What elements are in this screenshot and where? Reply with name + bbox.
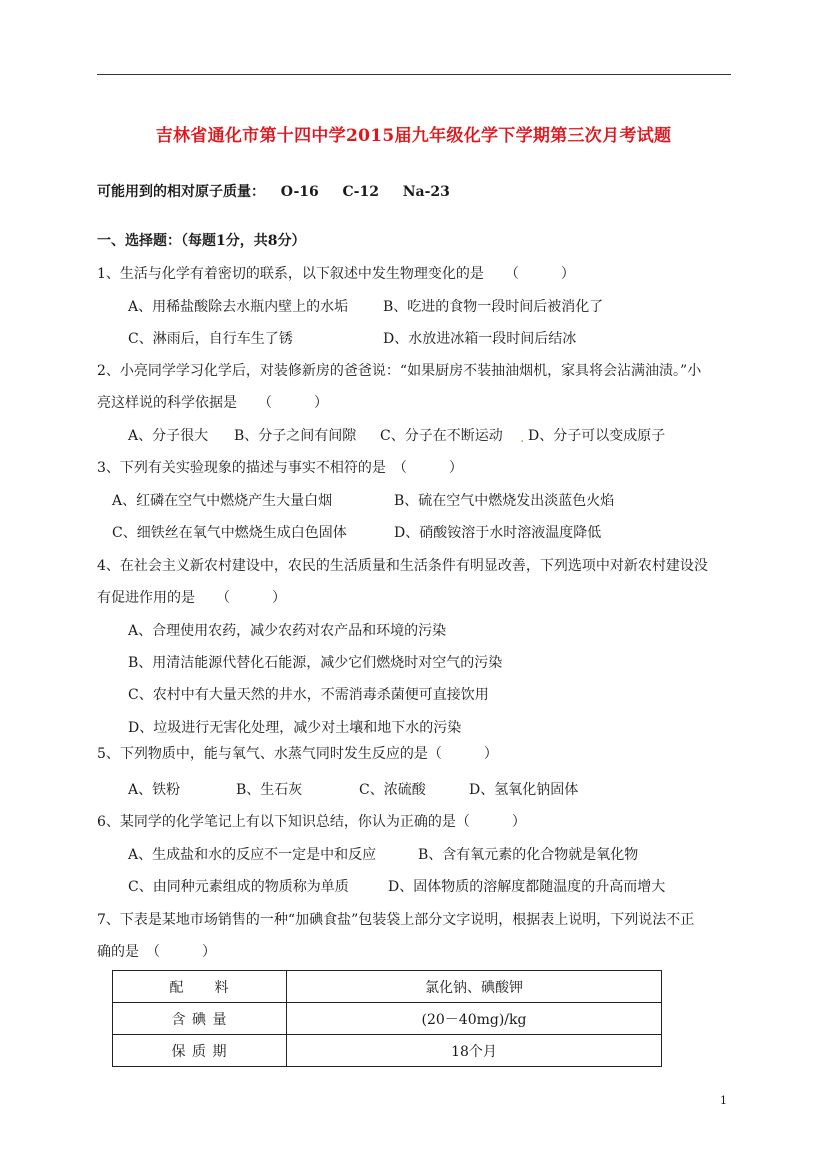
question-3-option-d: D、硝酸铵溶于水时溶液温度降低 [394,525,602,541]
question-4-option-a: A、合理使用农药，减少农药对农产品和环境的污染 [128,623,447,639]
question-1-option-b: B、吃进的食物一段时间后被消化了 [383,299,604,315]
atomic-mass-label: 可能用到的相对原子质量： [97,184,265,200]
page-number: 1 [720,1094,727,1107]
question-1-option-a: A、用稀盐酸除去水瓶内壁上的水垢 [128,299,349,315]
question-4-option-b: B、用清洁能源代替化石能源，减少它们燃烧时对空气的污染 [128,655,503,671]
stray-dot-mark: . [520,430,525,446]
table-row [113,1035,662,1067]
question-3-option-c: C、细铁丝在氧气中燃烧生成白色固体 [112,525,347,541]
question-4-option-d: D、垃圾进行无害化处理，减少对土壤和地下水的污染 [128,720,462,736]
atomic-mass-line [97,183,450,201]
question-7-stem-line1: 7、下表是某地市场销售的一种“加碘食盐”包装袋上部分文字说明，根据表上说明，下列说法不正 [97,912,695,928]
question-1-stem: 1、生活与化学有着密切的联系，以下叙述中发生物理变化的是 （ ） [97,266,575,282]
question-6-option-c: C、由同种元素组成的物质称为单质 [128,879,349,895]
table-key-cell: 保 质 期 [113,1035,287,1067]
question-3-stem: 3、下列有关实验现象的描述与事实不相符的是 （ ） [97,460,463,476]
table-value-cell: (20－40mg)/kg [287,1003,662,1035]
question-1-option-c: C、淋雨后，自行车生了锈 [128,331,293,347]
question-5-option-c: C、浓硫酸 [359,782,426,798]
question-2-stem-line1: 2、小亮同学学习化学后，对装修新房的爸爸说：“如果厨房不装抽油烟机，家具将会沾满油渍。”小 [97,363,702,379]
table-key-cell: 含 碘 量 [113,1003,287,1035]
question-5-option-a: A、铁粉 [128,782,181,798]
table-value-cell: 18个月 [287,1035,662,1067]
question-2-option-b: B、分子之间有间隙 [234,428,357,444]
question-4-stem-line2: 有促进作用的是 （ ） [97,590,286,606]
atomic-mass-c: C-12 [342,184,379,200]
question-2-stem-line2: 亮这样说的科学依据是 （ ） [97,395,328,411]
question-2-option-d: D、分子可以变成原子 [528,428,666,444]
question-5-option-b: B、生石灰 [236,782,303,798]
question-4-option-c: C、农村中有大量天然的井水，不需消毒杀菌便可直接饮用 [128,687,489,703]
table-row [113,971,662,1003]
table-row [113,1003,662,1035]
table-value-cell: 氯化钠、碘酸钾 [287,971,662,1003]
question-5-stem: 5、下列物质中，能与氧气、水蒸气同时发生反应的是（ ） [97,746,498,762]
question-2-option-c: C、分子在不断运动 [380,428,503,444]
question-3-option-b: B、硫在空气中燃烧发出淡蓝色火焰 [394,493,615,509]
question-1-option-d: D、水放进冰箱一段时间后结冰 [383,331,577,347]
header-rule [97,74,731,75]
exam-title: 吉林省通化市第十四中学2015届九年级化学下学期第三次月考试题 [155,126,672,146]
atomic-mass-o: O-16 [280,184,319,200]
question-3-option-a: A、红磷在空气中燃烧产生大量白烟 [112,493,333,509]
question-6-option-b: B、含有氧元素的化合物就是氧化物 [418,847,639,863]
table-key-cell: 配 料 [113,971,287,1003]
question-6-option-a: A、生成盐和水的反应不一定是中和反应 [128,847,377,863]
question-7-stem-line2: 确的是 （ ） [97,944,216,960]
question-6-stem: 6、某同学的化学笔记上有以下知识总结，你认为正确的是（ ） [97,814,526,830]
question-6-option-d: D、固体物质的溶解度都随温度的升高而增大 [388,879,666,895]
section-heading: 一、选择题：（每题1分，共8分） [97,233,306,249]
question-2-option-a: A、分子很大 [128,428,209,444]
question-5-option-d: D、氢氧化钠固体 [469,782,579,798]
salt-label-table [112,970,662,1067]
atomic-mass-na: Na-23 [402,184,450,200]
question-4-stem-line1: 4、在社会主义新农村建设中，农民的生活质量和生活条件有明显改善，下列选项中对新农村建设没 [97,558,708,574]
